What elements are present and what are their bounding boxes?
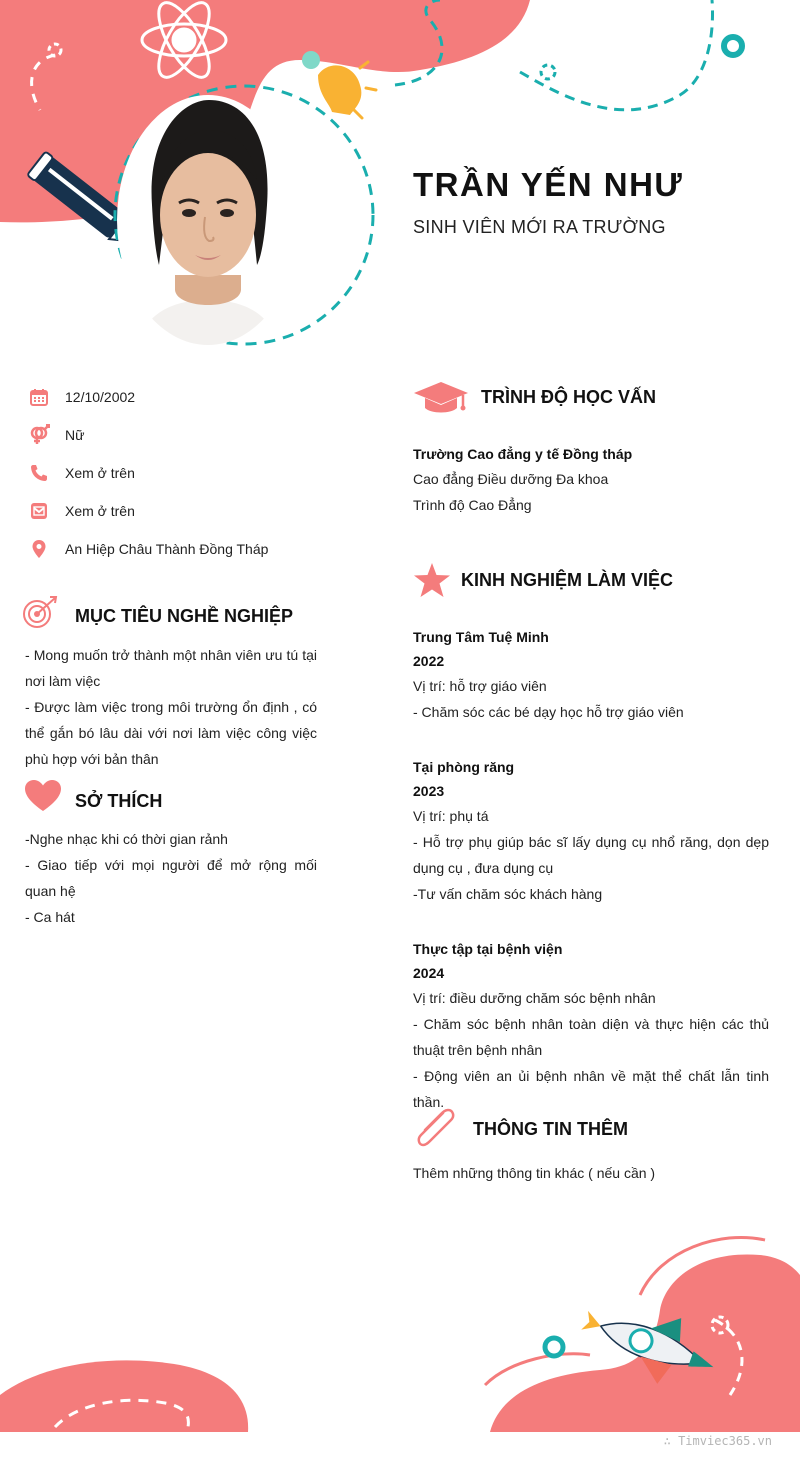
job-detail: - Hỗ trợ phụ giúp bác sĩ lấy dụng cụ nhổ răng, dọn dẹp dụng cụ , đưa dụng cụ: [413, 834, 769, 876]
objective-line: - Được làm việc trong môi trường ổn định , có thể gắn bó lâu dài với nơi làm việc công việc phù hợp với bản thân: [25, 699, 317, 767]
job-year: 2022: [413, 653, 445, 669]
education-level: Trình độ Cao Đẳng: [413, 497, 532, 513]
ring-ornament: [545, 1338, 563, 1356]
job-year: 2023: [413, 783, 445, 799]
hobby-line: - Ca hát: [25, 909, 75, 925]
footer-blob-left: [0, 1360, 248, 1432]
more-info-text: Thêm những thông tin khác ( nếu cần ): [413, 1165, 656, 1181]
job-detail: - Chăm sóc bệnh nhân toàn diện và thực hiện các thủ thuật trên bệnh nhân: [413, 1016, 769, 1058]
job-position: Vị trí: điều dưỡng chăm sóc bệnh nhân: [413, 990, 656, 1006]
job-entry: [413, 625, 769, 725]
hobby-line: -Nghe nhạc khi có thời gian rảnh: [25, 831, 228, 847]
contact-gender-text: Nữ: [65, 427, 85, 443]
education-block: [413, 442, 769, 518]
gender-icon: [28, 424, 50, 446]
job-entry: [413, 937, 769, 1115]
heart-icon: [24, 779, 62, 818]
job-position: Vị trí: phụ tá: [413, 808, 489, 824]
profile-photo: [117, 95, 299, 345]
mail-icon: [28, 500, 50, 522]
education-title: TRÌNH ĐỘ HỌC VẤN: [481, 387, 656, 407]
hobbies-text: [25, 826, 317, 930]
objective-text: [25, 642, 317, 772]
job-company: Trung Tâm Tuệ Minh: [413, 629, 549, 645]
education-major: Cao đẳng Điều dưỡng Đa khoa: [413, 471, 609, 487]
job-position: Vị trí: hỗ trợ giáo viên: [413, 678, 547, 694]
graduation-cap-icon: [413, 381, 469, 420]
job-entry: [413, 755, 769, 907]
objective-line: - Mong muốn trở thành một nhân viên ưu tú tại nơi làm việc: [25, 647, 317, 689]
dashed-trail-right: [520, 0, 713, 110]
contact-address: [28, 537, 358, 561]
contact-dob-text: 12/10/2002: [65, 389, 136, 405]
contact-address-text: An Hiệp Châu Thành Đồng Tháp: [65, 541, 269, 557]
ring-ornament: [724, 37, 742, 55]
education-school: Trường Cao đẳng y tế Đồng tháp: [413, 446, 633, 462]
hobbies-title: SỞ THÍCH: [75, 791, 163, 811]
watermark: ∴ Timviec365.vn: [663, 1434, 772, 1448]
job-year: 2024: [413, 965, 445, 981]
job-detail: -Tư vấn chăm sóc khách hàng: [413, 886, 603, 902]
contact-email-text: Xem ở trên: [65, 503, 135, 519]
job-company: Thực tập tại bệnh viện: [413, 941, 563, 957]
footer-decoration: [0, 1225, 800, 1457]
contact-phone: [28, 461, 358, 485]
job-company: Tại phòng răng: [413, 759, 515, 775]
objective-title: MỤC TIÊU NGHỀ NGHIỆP: [75, 606, 294, 626]
phone-icon: [28, 462, 50, 484]
paperclip-icon: [413, 1107, 459, 1154]
candidate-name: TRẦN YẾN NHƯ: [413, 166, 684, 203]
job-detail: - Động viên an ủi bệnh nhân về mặt thể chất lẫn tinh thần.: [413, 1068, 769, 1110]
star-icon: [413, 562, 451, 603]
hobby-line: - Giao tiếp với mọi người để mở rộng mối quan hệ: [25, 857, 317, 899]
experience-title: KINH NGHIỆM LÀM VIỆC: [461, 570, 674, 590]
contact-phone-text: Xem ở trên: [65, 465, 135, 481]
location-icon: [28, 538, 50, 560]
contact-gender: [28, 423, 358, 447]
calendar-icon: [28, 386, 50, 408]
contact-dob: [28, 385, 358, 409]
more-info-block: [413, 1160, 769, 1186]
job-detail: - Chăm sóc các bé dạy học hỗ trợ giáo viên: [413, 704, 684, 720]
target-icon: [22, 595, 58, 634]
contact-email: [28, 499, 358, 523]
candidate-role: SINH VIÊN MỚI RA TRƯỜNG: [413, 217, 666, 237]
more-info-title: THÔNG TIN THÊM: [473, 1119, 628, 1139]
